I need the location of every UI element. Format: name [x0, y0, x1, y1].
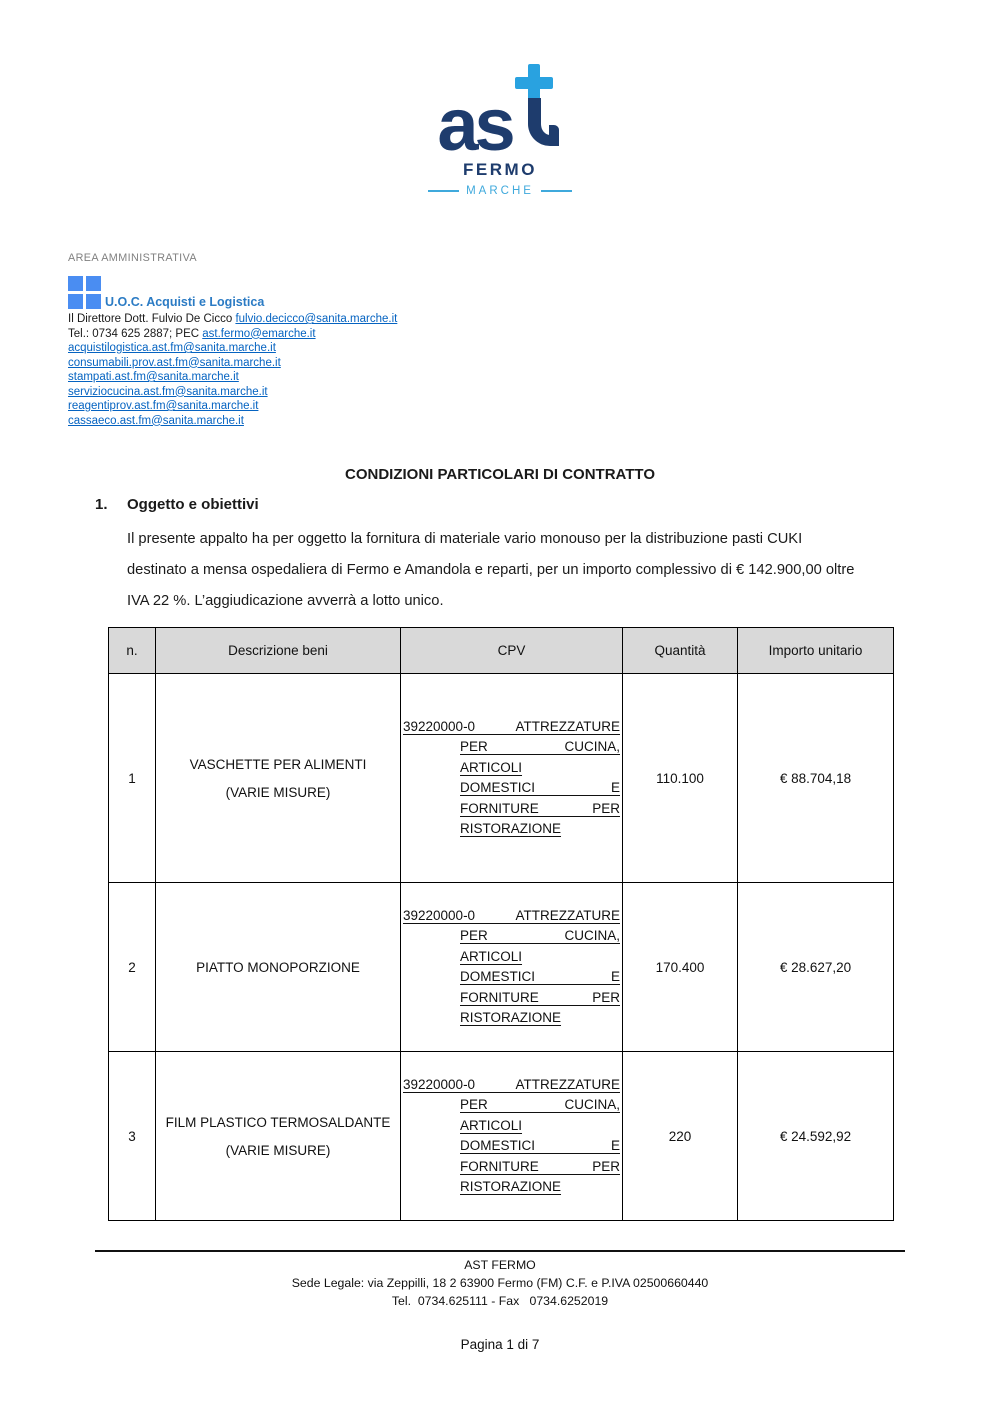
t-hook-shape	[549, 125, 559, 141]
area-label: AREA AMMINISTRATIVA	[68, 252, 197, 264]
cell-quantita: 170.400	[623, 883, 738, 1052]
section-heading	[95, 496, 259, 513]
items-table	[108, 627, 894, 1221]
section-number: 1.	[95, 496, 108, 513]
table-header-row	[109, 628, 894, 674]
desc-line: (VARIE MISURE)	[225, 784, 331, 800]
desc-line: VASCHETTE PER ALIMENTI	[189, 756, 367, 772]
ast-logo-mark	[437, 83, 562, 167]
section-title: Oggetto e obiettivi	[127, 496, 259, 513]
desc-line: FILM PLASTICO TERMOSALDANTE	[165, 1114, 391, 1130]
uoc-label: U.O.C. Acquisti e Logistica	[105, 294, 265, 309]
cpv-line: FORNITURE PER	[460, 800, 620, 816]
email-link-row	[68, 370, 397, 385]
cell-importo: € 88.704,18	[738, 674, 894, 883]
footer-block	[0, 1257, 1000, 1310]
tel-text: Tel.: 0734 625 2887; PEC	[68, 327, 203, 340]
email-link-row	[68, 341, 397, 356]
cell-importo: € 28.627,20	[738, 883, 894, 1052]
page-number: Pagina 1 di 7	[460, 1337, 540, 1352]
table-row	[109, 674, 894, 883]
email-link-row	[68, 385, 397, 400]
cpv-line: ARTICOLI	[460, 948, 523, 964]
cpv-line: RISTORAZIONE	[460, 821, 562, 836]
cell-cpv	[401, 1052, 623, 1221]
cell-descrizione	[156, 1052, 401, 1221]
ast-logo-letters: as	[437, 83, 512, 167]
footer-org: AST FERMO	[464, 1258, 536, 1272]
table-row	[109, 883, 894, 1052]
admin-contact-block	[68, 252, 397, 428]
decor-line-right	[541, 190, 572, 192]
cell-importo: € 24.592,92	[738, 1052, 894, 1221]
cpv-line: DOMESTICI E	[460, 969, 620, 984]
paragraph-line: destinato a mensa ospedaliera di Fermo e Amandola e reparti, per un importo complessivo di € 142.900,00 oltre	[127, 562, 855, 578]
plus-icon	[515, 77, 553, 89]
four-squares-icon	[68, 276, 101, 309]
cpv-line: FORNITURE PER	[460, 989, 620, 1005]
email-link-row	[68, 414, 397, 429]
director-email-link[interactable]: fulvio.decicco@sanita.marche.it	[235, 313, 398, 325]
ast-logo	[0, 84, 1000, 197]
tel-pec-line	[68, 327, 397, 342]
cell-n: 3	[109, 1052, 156, 1221]
header-cpv: CPV	[401, 628, 623, 674]
email-link[interactable]: consumabili.prov.ast.fm@sanita.marche.it	[68, 356, 281, 369]
cpv-line: DOMESTICI E	[460, 780, 620, 795]
document-title: CONDIZIONI PARTICOLARI DI CONTRATTO	[345, 466, 655, 483]
uoc-row	[68, 276, 397, 309]
email-link-row	[68, 399, 397, 414]
ast-logo-t	[515, 84, 563, 148]
desc-line: (VARIE MISURE)	[225, 1142, 331, 1158]
cell-quantita: 110.100	[623, 674, 738, 883]
logo-city-label: FERMO	[463, 160, 537, 179]
cell-descrizione	[156, 883, 401, 1052]
cpv-line: FORNITURE PER	[460, 1158, 620, 1174]
header-quantita: Quantità	[623, 628, 738, 674]
paragraph-line: IVA 22 %. L’aggiudicazione avverrà a lotto unico.	[127, 593, 444, 609]
cpv-line: 39220000-0 ATTREZZATURE	[403, 907, 620, 923]
cpv-line: RISTORAZIONE	[460, 1010, 562, 1025]
footer-divider	[95, 1250, 905, 1252]
cpv-line: PER CUCINA,	[460, 1097, 620, 1112]
header-n: n.	[109, 628, 156, 674]
pec-email-link[interactable]: ast.fermo@emarche.it	[202, 327, 316, 340]
email-link[interactable]: cassaeco.ast.fm@sanita.marche.it	[68, 414, 244, 427]
header-importo: Importo unitario	[738, 628, 894, 674]
cpv-line: 39220000-0 ATTREZZATURE	[403, 1076, 620, 1092]
intro-paragraph	[127, 524, 927, 617]
logo-region-label: MARCHE	[466, 185, 534, 197]
cpv-line: ARTICOLI	[460, 759, 523, 775]
header-descrizione: Descrizione beni	[156, 628, 401, 674]
cell-descrizione	[156, 674, 401, 883]
director-text: Il Direttore Dott. Fulvio De Cicco	[68, 313, 236, 325]
cpv-line: PER CUCINA,	[460, 739, 620, 754]
email-link[interactable]: serviziocucina.ast.fm@sanita.marche.it	[68, 385, 268, 398]
cpv-line: DOMESTICI E	[460, 1138, 620, 1153]
email-link[interactable]: acquistilogistica.ast.fm@sanita.marche.it	[68, 342, 276, 354]
director-line	[68, 312, 397, 327]
cpv-line: PER CUCINA,	[460, 928, 620, 943]
cell-quantita: 220	[623, 1052, 738, 1221]
paragraph-line: Il presente appalto ha per oggetto la fornitura di materiale vario monouso per la distribuzione pasti CUKI	[127, 531, 803, 547]
cell-n: 2	[109, 883, 156, 1052]
footer-tel-fax: Tel. 0734.625111 - Fax 0734.6252019	[391, 1293, 609, 1308]
cell-cpv	[401, 883, 623, 1052]
cpv-line: 39220000-0 ATTREZZATURE	[403, 718, 620, 734]
logo-region-row	[428, 185, 572, 197]
desc-line: PIATTO MONOPORZIONE	[196, 959, 360, 975]
email-link[interactable]: stampati.ast.fm@sanita.marche.it	[68, 371, 239, 383]
cell-cpv	[401, 674, 623, 883]
email-link-row	[68, 356, 397, 371]
cpv-line: RISTORAZIONE	[460, 1179, 562, 1194]
decor-line-left	[428, 190, 459, 192]
email-link[interactable]: reagentiprov.ast.fm@sanita.marche.it	[68, 400, 259, 412]
footer-address: Sede Legale: via Zeppilli, 18 2 63900 Fermo (FM) C.F. e P.IVA 02500660440	[291, 1275, 709, 1290]
table-row	[109, 1052, 894, 1221]
cpv-line: ARTICOLI	[460, 1117, 523, 1133]
cell-n: 1	[109, 674, 156, 883]
